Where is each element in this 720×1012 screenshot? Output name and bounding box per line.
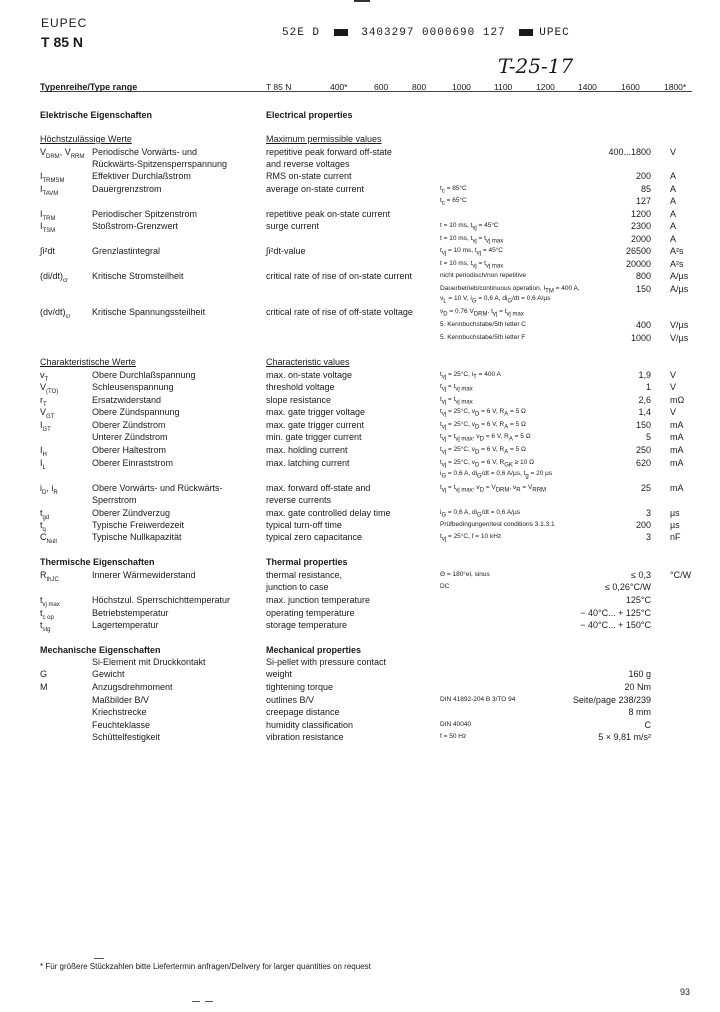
row-val: 3 xyxy=(645,508,651,518)
row-unit: V xyxy=(670,407,677,417)
row-de: Grenzlastintegral xyxy=(92,246,161,256)
row-de: Si-Element mit Druckkontakt xyxy=(92,657,206,667)
row-unit: mA xyxy=(670,483,684,493)
row-en: humidity classification xyxy=(266,720,354,730)
row-sym: $t_{gd}$ xyxy=(40,508,50,521)
section-electrical-en: Electrical properties xyxy=(266,110,353,120)
row-val: − 40°C... + 150°C xyxy=(580,620,651,630)
row-sym: $t_q$ xyxy=(40,520,46,533)
row-cond: t = 10 ms, $t_{vj} = t_{vj max}$ xyxy=(440,235,504,245)
row-val: 85 xyxy=(640,184,651,194)
row-unit: mA xyxy=(670,420,684,430)
row-de: Maßbilder B/V xyxy=(92,695,150,705)
row-cond: nicht periodisch/non repetitive xyxy=(440,272,526,279)
row-unit: °C/W xyxy=(670,570,692,580)
row-cond: Prüfbedingungen/test conditions 3.1.3.1 xyxy=(440,521,555,528)
row-cond: $t_{vj} = 25^\circ C$, $v_D = 6$ V, $R_A = 5$ Ω xyxy=(440,446,526,456)
row-en: ∫i²dt-value xyxy=(266,246,306,256)
row-cond: $t_{vj} = 10$ ms, $t_{vj} = 45^\circ C$ xyxy=(440,247,503,257)
row-unit: V xyxy=(670,147,677,157)
row-de: Lagertemperatur xyxy=(92,620,159,630)
row-sym: G xyxy=(40,669,48,679)
row-en: average on-state current xyxy=(266,184,365,194)
row-en: max. junction temperature xyxy=(266,595,371,605)
row-cond: $t_{vj} = 25^\circ C$, $v_D = 6$ V, $R_A = 5$ Ω xyxy=(440,421,526,431)
row-de: Sperrstrom xyxy=(92,495,137,505)
row-val: 1,4 xyxy=(638,407,651,417)
row-val: 2300 xyxy=(630,221,651,231)
row-en: threshold voltage xyxy=(266,382,335,392)
row-val: 5 × 9,81 m/s² xyxy=(598,732,651,742)
row-de: Höchstzul. Sperrschichttemperatur xyxy=(92,595,231,605)
row-val: 20000 xyxy=(625,259,651,269)
row-unit: A/µs xyxy=(670,284,689,294)
row-en: vibration resistance xyxy=(266,732,344,742)
row-en: creepage distance xyxy=(266,707,340,717)
row-de: Typische Freiwerdezeit xyxy=(92,520,185,530)
page-number: 93 xyxy=(679,987,690,997)
row-sym: $(di/dt)_{cr}$ xyxy=(40,271,69,284)
row-en: typical turn-off time xyxy=(266,520,342,530)
row-cond: $v_L = 10$ V, $i_G = 0,6$ A, $di_G/dt = 0,6$ A/µs xyxy=(440,295,551,305)
row-val: 8 mm xyxy=(628,707,651,717)
row-sym: $t_{stg}$ xyxy=(40,620,51,633)
row-unit: mA xyxy=(670,445,684,455)
row-val: 150 xyxy=(635,284,651,294)
row-val: 2000 xyxy=(630,234,651,244)
row-en: typical zero capacitance xyxy=(266,532,363,542)
row-val: C xyxy=(644,720,651,730)
row-sym: $i_D$, $i_R$ xyxy=(40,483,58,496)
type-range-label: Typenreihe/Type range xyxy=(40,82,138,92)
row-en: junction to case xyxy=(266,582,329,592)
row-sym: $I_H$ xyxy=(40,445,47,458)
row-val: 25 xyxy=(640,483,651,493)
row-de: Periodische Vorwärts- und xyxy=(92,147,198,157)
row-sym: $I_{TAVM}$ xyxy=(40,184,59,197)
row-sym: $V_{GT}$ xyxy=(40,407,55,420)
row-cond: $i_G = 0,6$ A, $di_G/dt = 0,6$ A/µs, $t_g = 20$ µs xyxy=(440,470,553,480)
row-val: 1,9 xyxy=(638,370,651,380)
row-cond: $t_{vj} = t_{vj max}$, $v_D = 6$ V, $R_A = 5$ Ω xyxy=(440,433,531,443)
row-de: Feuchteklasse xyxy=(92,720,151,730)
row-sym: $(dv/dt)_{cr}$ xyxy=(40,307,71,320)
bottom-mark xyxy=(205,1001,213,1002)
row-unit: mA xyxy=(670,458,684,468)
type-voltage: 400* xyxy=(330,82,348,92)
row-unit: V xyxy=(670,382,677,392)
row-en: outlines B/V xyxy=(266,695,315,705)
row-sym: $I_L$ xyxy=(40,458,46,471)
row-val: ≤ 0,26°C/W xyxy=(604,582,651,592)
row-en: operating temperature xyxy=(266,608,355,618)
row-unit: V/µs xyxy=(670,320,689,330)
type-voltage: 1800* xyxy=(664,82,687,92)
row-de: Dauergrenzstrom xyxy=(92,184,162,194)
row-unit: A xyxy=(670,184,677,194)
section-thermal-de: Thermische Eigenschaften xyxy=(40,557,155,567)
row-cond: $t_{vj} = 25^\circ C$, $v_D = 6$ V, $R_A = 5$ Ω xyxy=(440,408,526,418)
row-en: max. gate trigger voltage xyxy=(266,407,366,417)
row-val: 127 xyxy=(635,196,651,206)
row-en: max. on-state voltage xyxy=(266,370,353,380)
row-sym: M xyxy=(40,682,48,692)
row-unit: A xyxy=(670,234,677,244)
row-unit: A/µs xyxy=(670,271,689,281)
row-en: surge current xyxy=(266,221,320,231)
row-en: max. gate controlled delay time xyxy=(266,508,391,518)
section-maxratings-de: Höchstzulässige Werte xyxy=(40,134,132,144)
section-mechanical-de: Mechanische Eigenschaften xyxy=(40,645,161,655)
code-prefix: 52E D xyxy=(282,27,321,39)
row-sym: $V_{DRM}$, $V_{RRM}$ xyxy=(40,147,85,160)
row-sym: $I_{TRM}$ xyxy=(40,209,56,222)
row-sym: $I_{GT}$ xyxy=(40,420,51,433)
type-voltage: 1200 xyxy=(536,82,555,92)
row-cond: 5. Kennbuchstabe/5th letter C xyxy=(440,321,527,328)
row-val: 1 xyxy=(645,382,651,392)
code-numbers: 3403297 0000690 127 xyxy=(361,27,506,39)
row-en: max. latching current xyxy=(266,458,350,468)
row-de: Innerer Wärmewiderstand xyxy=(92,570,196,580)
bottom-mark xyxy=(192,1001,200,1002)
row-de: Schüttelfestigkeit xyxy=(92,732,161,742)
row-de: Rückwärts-Spitzensperrspannung xyxy=(92,159,228,169)
row-en: storage temperature xyxy=(266,620,348,630)
type-voltage: 600 xyxy=(374,82,389,92)
model-title: T 85 N xyxy=(41,34,84,50)
row-sym: $r_T$ xyxy=(40,395,47,408)
row-sym: $R_{thJC}$ xyxy=(40,570,59,583)
row-cond: DC xyxy=(440,583,450,590)
type-voltage: 1000 xyxy=(452,82,471,92)
row-sym: $I_{TSM}$ xyxy=(40,221,56,234)
row-unit: A xyxy=(670,196,677,206)
row-val: 200 xyxy=(635,171,651,181)
row-de: Anzugsdrehmoment xyxy=(92,682,173,692)
row-val: 620 xyxy=(635,458,651,468)
row-en: min. gate trigger current xyxy=(266,432,362,442)
section-thermal-en: Thermal properties xyxy=(266,557,348,567)
row-unit: mΩ xyxy=(670,395,685,405)
row-en: Si-pellet with pressure contact xyxy=(266,657,387,667)
row-en: repetitive peak on-state current xyxy=(266,209,391,219)
type-voltage: 1400 xyxy=(578,82,597,92)
row-cond: Θ = 180°el, sinus xyxy=(440,571,490,578)
row-de: Betriebstemperatur xyxy=(92,608,169,618)
row-cond: $t_c = 85^\circ C$ xyxy=(440,185,467,195)
row-en: critical rate of rise of on-state current xyxy=(266,271,413,281)
section-characteristic-de: Charakteristische Werte xyxy=(40,357,136,367)
row-cond: $t_{vj} = t_{vj max}$ xyxy=(440,396,473,406)
section-mechanical-en: Mechanical properties xyxy=(266,645,362,655)
row-val: 800 xyxy=(635,271,651,281)
row-unit: mA xyxy=(670,432,684,442)
row-val: 150 xyxy=(635,420,651,430)
row-val: 125°C xyxy=(625,595,651,605)
row-de: Obere Durchlaßspannung xyxy=(92,370,196,380)
row-unit: V/µs xyxy=(670,333,689,343)
row-de: Schleusenspannung xyxy=(92,382,174,392)
row-val: 160 g xyxy=(628,669,651,679)
section-electrical-de: Elektrische Eigenschaften xyxy=(40,110,153,120)
row-cond: $t_{vj} = 25^\circ C$, $v_D = 6$ V, $R_{GK} \ge 10$ Ω xyxy=(440,459,534,469)
row-de: Effektiver Durchlaßstrom xyxy=(92,171,191,181)
row-sym: ∫i²dt xyxy=(40,246,55,256)
row-de: Oberer Zündstrom xyxy=(92,420,166,430)
row-sym: $I_{TRMSM}$ xyxy=(40,171,65,184)
row-cond: $t_c = 65^\circ C$ xyxy=(440,197,467,207)
type-voltage: 800 xyxy=(412,82,427,92)
row-unit: µs xyxy=(670,520,680,530)
row-en: max. holding current xyxy=(266,445,348,455)
row-cond: 5. Kennbuchstabe/5th letter F xyxy=(440,334,526,341)
row-de: Oberer Zündverzug xyxy=(92,508,171,518)
row-unit: A²s xyxy=(670,259,684,269)
row-val: 5 xyxy=(645,432,651,442)
row-unit: A xyxy=(670,221,677,231)
row-cond: $v_D = 0,76$ $V_{DRM}$, $t_{vj} = t_{vj max}$ xyxy=(440,308,524,318)
row-cond: DIN 40040 xyxy=(440,721,472,728)
footnote-rule xyxy=(94,958,104,959)
row-val: 400 xyxy=(635,320,651,330)
row-de: Gewicht xyxy=(92,669,125,679)
handwritten-note: T-25-17 xyxy=(498,54,574,78)
row-cond: $i_G = 0,6$ A, $di_G/dt = 0,6$ A/µs xyxy=(440,509,520,519)
type-range-model: T 85 N xyxy=(266,82,292,92)
section-maxratings-en: Maximum permissible values xyxy=(266,134,382,144)
row-de: Unterer Zündstrom xyxy=(92,432,168,442)
row-de: Ersatzwiderstand xyxy=(92,395,162,405)
row-sym: $V_{(TO)}$ xyxy=(40,382,59,395)
row-unit: V xyxy=(670,370,677,380)
row-cond: DIN 41892-204 B 3/TO 94 xyxy=(440,696,516,703)
row-de: Kritische Stromsteilheit xyxy=(92,271,184,281)
row-de: Obere Vorwärts- und Rückwärts- xyxy=(92,483,223,493)
row-sym: $t_{c op}$ xyxy=(40,608,54,621)
row-de: Periodischer Spitzenstrom xyxy=(92,209,198,219)
row-val: 3 xyxy=(645,532,651,542)
row-en: max. forward off-state and xyxy=(266,483,371,493)
section-characteristic-en: Characteristic values xyxy=(266,357,350,367)
barcode-block xyxy=(334,29,348,36)
row-de: Kriechstrecke xyxy=(92,707,147,717)
row-val: 200 xyxy=(635,520,651,530)
brand-name: EUPEC xyxy=(41,16,88,30)
catalog-code xyxy=(282,27,570,39)
row-sym: $t_{vj max}$ xyxy=(40,595,60,608)
row-en: slope resistance xyxy=(266,395,332,405)
row-unit: µs xyxy=(670,508,680,518)
row-val: 250 xyxy=(635,445,651,455)
row-en: reverse currents xyxy=(266,495,332,505)
type-voltage: 1600 xyxy=(621,82,640,92)
row-unit: A²s xyxy=(670,246,684,256)
row-en: max. gate trigger current xyxy=(266,420,365,430)
row-de: Stoßstrom-Grenzwert xyxy=(92,221,179,231)
row-val: 20 Nm xyxy=(624,682,651,692)
row-en: critical rate of rise of off-state voltage xyxy=(266,307,413,317)
row-val: ≤ 0,3 xyxy=(631,570,651,580)
row-cond: $t_{vj} = 25^\circ C$, f = 10 kHz xyxy=(440,533,502,543)
row-en: and reverse voltages xyxy=(266,159,350,169)
row-val: 2,6 xyxy=(638,395,651,405)
row-sym: $C_{Null}$ xyxy=(40,532,57,545)
row-cond: $t_{vj} = t_{vj max}$ xyxy=(440,383,473,393)
row-val: 1200 xyxy=(630,209,651,219)
row-de: Oberer Haltestrom xyxy=(92,445,167,455)
row-sym: $v_T$ xyxy=(40,370,49,383)
row-cond: f = 50 Hz xyxy=(440,733,467,740)
row-en: repetitive peak forward off-state xyxy=(266,147,392,157)
type-voltage: 1100 xyxy=(494,82,513,92)
row-de: Oberer Einraststrom xyxy=(92,458,174,468)
row-val: − 40°C... + 125°C xyxy=(580,608,651,618)
row-unit: A xyxy=(670,171,677,181)
row-val: 26500 xyxy=(625,246,651,256)
row-cond: $t_{vj} = t_{vj max}$, $v_D = V_{DRM}$, $v_R = V_{RRM}$ xyxy=(440,484,547,494)
row-de: Typische Nullkapazität xyxy=(92,532,182,542)
footnote: * Für größere Stückzahlen bitte Liefertermin anfragen/Delivery for larger quantities on request xyxy=(40,962,371,971)
row-unit: nF xyxy=(670,532,681,542)
row-de: Obere Zündspannung xyxy=(92,407,180,417)
row-cond: $t_{vj} = 25^\circ C$, $i_T = 400$ A xyxy=(440,371,501,381)
row-cond: t = 10 ms, $t_{vj} = t_{vj max}$ xyxy=(440,260,504,270)
row-val: Seite/page 238/239 xyxy=(572,695,651,705)
row-cond: Dauerbetrieb/continuous operation, $I_{TM} = 400$ A, xyxy=(440,285,580,295)
row-val: 1000 xyxy=(630,333,651,343)
row-en: tightening torque xyxy=(266,682,334,692)
row-en: thermal resistance, xyxy=(266,570,343,580)
code-suffix: UPEC xyxy=(539,27,570,39)
row-cond: t = 10 ms, $t_{vj} = 45^\circ C$ xyxy=(440,222,499,232)
row-en: weight xyxy=(266,669,293,679)
barcode-block xyxy=(519,29,533,36)
row-val: 400...1800 xyxy=(608,147,651,157)
top-mark xyxy=(354,0,370,2)
row-en: RMS on-state current xyxy=(266,171,352,181)
row-unit: A xyxy=(670,209,677,219)
row-de: Kritische Spannungssteilheit xyxy=(92,307,206,317)
